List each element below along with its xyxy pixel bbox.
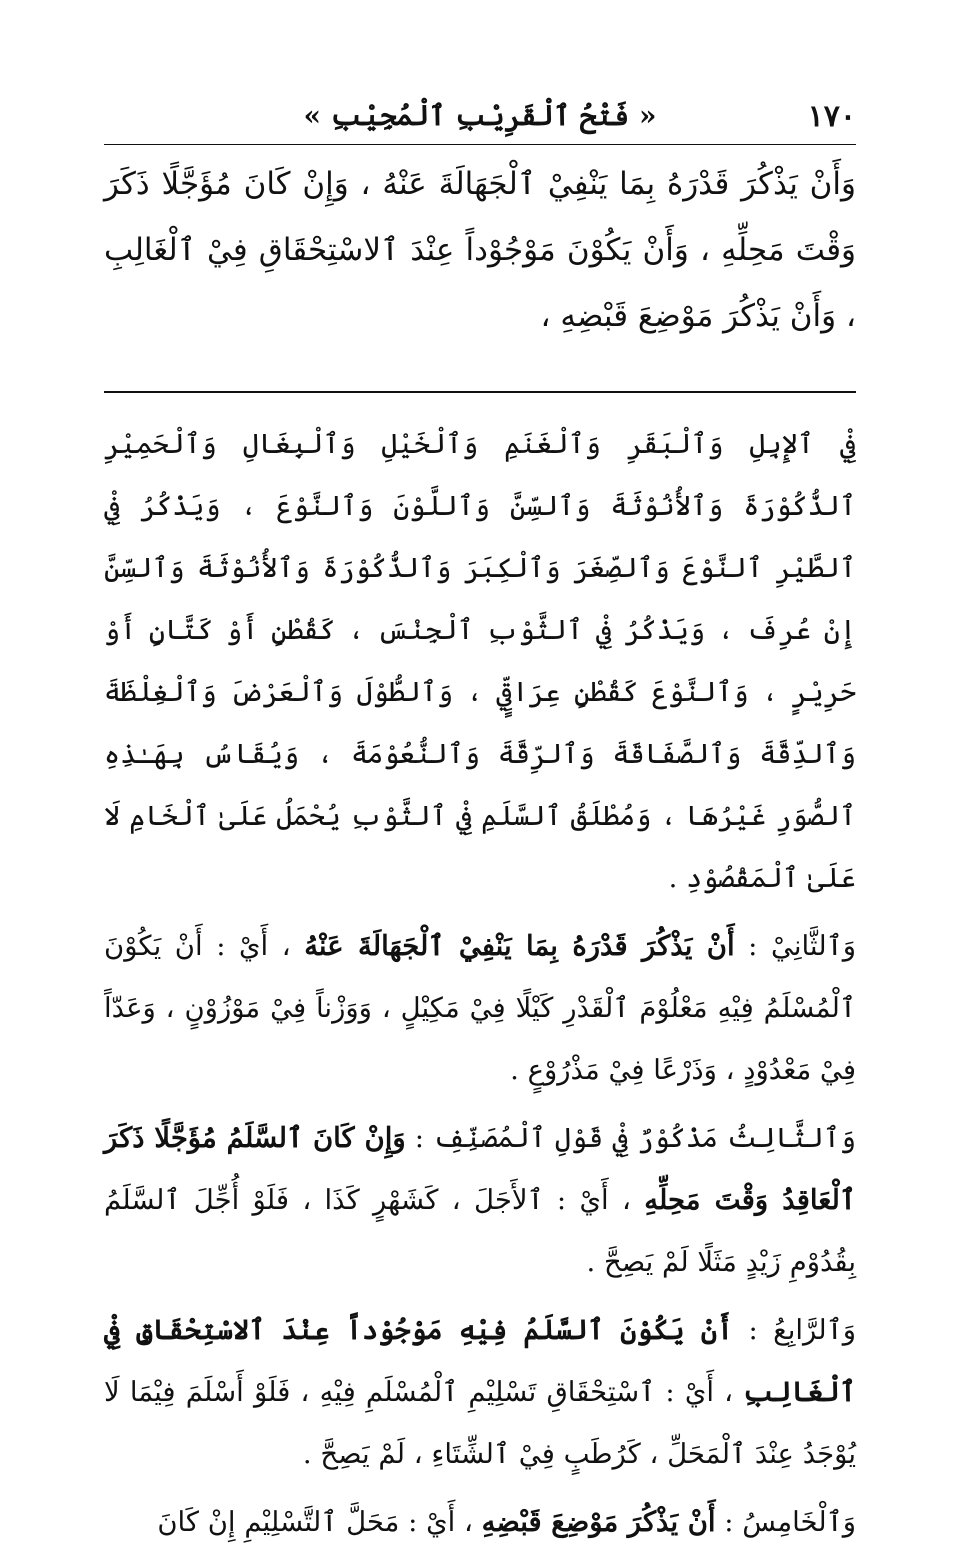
section-divider [104, 391, 856, 393]
paragraph-rest: ، أَيْ : ٱسْتِحْقَاقِ تَسْلِيْمِ ٱلْمُسْلَمِ فِيْهِ ، فَلَوْ أَسْلَمَ فِيْمَا لَا يُوْجَدُ عِنْدَ ٱلْمَحَلِّ ، كَرُطَبٍ فِيْ ٱلشِّتَاءِ ، لَمْ يَصِحَّ . [104, 1376, 856, 1470]
paragraph-rest: ، أَيْ : أَنْ يَكُوْنَ ٱلْمُسْلَمُ فِيْهِ مَعْلُوْمَ ٱلْقَدْرِ كَيْلًا فِيْ مَكِيْلٍ ، وَوَزْناً فِيْ مَوْزُوْنٍ ، وَعَدّاً فِيْ مَعْدُوْدٍ ، وَذَرْعًا فِيْ مَذْرُوْعٍ . [104, 930, 856, 1086]
quoted-matn: أَنْ يَذْكُرَ مَوْضِعَ قَبْضِهِ [481, 1506, 716, 1538]
paragraph-lead: وَٱلثَّالِثُ مَذْكُوْرٌ فِيْ قَوْلِ ٱلْمُصَنِّفِ : [405, 1122, 856, 1154]
quoted-matn: أَنْ يَكُوْنَ ٱلسَّلَمُ فِيْهِ مَوْجُوْداً عِنْدَ ٱلاسْتِحْقَاقِ فِيْ ٱلْغَالِبِ [104, 1314, 856, 1408]
commentary-paragraph-1: فِيْ ٱلإِبِلِ وَٱلْبَقَرِ وَٱلْغَنَمِ وَٱلْخَيْلِ وَٱلْبِغَالِ وَٱلْحَمِيْرِ ٱلذُّكُوْرَةَ وَٱلأُنُوْثَةَ وَٱلسِّنَّ وَٱللَّوْنَ وَٱلنَّوْعَ ، وَيَذْكُرُ فِيْ ٱلطَّيْرِ ٱلنَّوْعَ وَٱلصِّغَرَ وَٱلْكِبَرَ وَٱلذُّكُوْرَةَ وَٱلأُنُوْثَةَ وَٱلسِّنَّ إِنْ عُرِفَ ، وَيَذْكُرُ فِيْ ٱلثَّوْبِ ٱلْجِنْسَ ، كَقُطْنٍ أَوْ كَتَّانٍ أَوْ حَرِيْرٍ ، وَٱلنَّوْعَ كَقُطْنٍ عِرَاقِيٍّ ، وَٱلطُّوْلَ وَٱلْعَرْضَ وَٱلْغِلْظَةَ وَٱلدِّقَّةَ وَٱلصَّفَاقَةَ وَٱلرِّقَّةَ وَٱلنُّعُوْمَةَ ، وَيُقَاسُ بِهَـٰذِهِ ٱلصُّوَرِ غَيْرُهَا ، وَمُطْلَقُ ٱلسَّلَمِ فِيْ ٱلثَّوْبِ يُحْمَلُ عَلَىٰ ٱلْخَامِ لَا عَلَىٰ ٱلْمَقْصُوْدِ . [104, 428, 856, 894]
commentary-paragraph-2 [104, 915, 856, 1101]
paragraph-rest: ، أَيْ : مَحَلَّ ٱلتَّسْلِيْمِ إِنْ كَانَ [157, 1506, 482, 1538]
commentary-paragraph-5 [104, 1491, 856, 1553]
paragraph-lead: وَٱلثَّانِيْ : [734, 930, 857, 962]
commentary-paragraph-3 [104, 1107, 856, 1293]
paragraph-lead: وَٱلْخَامِسُ : [715, 1506, 856, 1538]
paragraph-rest: ، أَيْ : ٱلأَجَلَ ، كَشَهْرٍ كَذَا ، فَلَوْ أُجِّلَ ٱلسَّلَمُ بِقُدُوْمِ زَيْدٍ مَثَلًا لَمْ يَصِحَّ . [104, 1184, 856, 1278]
quoted-matn: أَنْ يَذْكُرَ قَدْرَهُ بِمَا يَنْفِيْ ٱلْجَهَالَةَ عَنْهُ [304, 930, 735, 962]
commentary-paragraph-4 [104, 1299, 856, 1485]
running-title: « فَتْحُ ٱلْقَرِيْبِ ٱلْمُجِيْبِ » [303, 99, 657, 132]
matn-text: وَأَنْ يَذْكُرَ قَدْرَهُ بِمَا يَنْفِيْ ٱلْجَهَالَةَ عَنْهُ ، وَإِنْ كَانَ مُؤَجَّلًا ذَكَرَ وَقْتَ مَحِلِّهِ ، وَأَنْ يَكُوْنَ مَوْجُوْداً عِنْدَ ٱلاسْتِحْقَاقِ فِيْ ٱلْغَالِبِ ، وَأَنْ يَذْكُرَ مَوْضِعَ قَبْضِهِ ، [104, 166, 856, 334]
commentary [104, 413, 856, 1553]
paragraph-lead: وَٱلرَّابِعُ : [733, 1314, 856, 1346]
page-number: ١٧٠ [807, 99, 856, 134]
book-page [104, 92, 857, 1538]
quoted-matn: وَإِنْ كَانَ ٱلسَّلَمُ مُؤَجَّلًا ذَكَرَ ٱلْعَاقِدُ وَقْتَ مَحِلِّهِ [104, 1122, 856, 1216]
page-header [104, 92, 856, 145]
